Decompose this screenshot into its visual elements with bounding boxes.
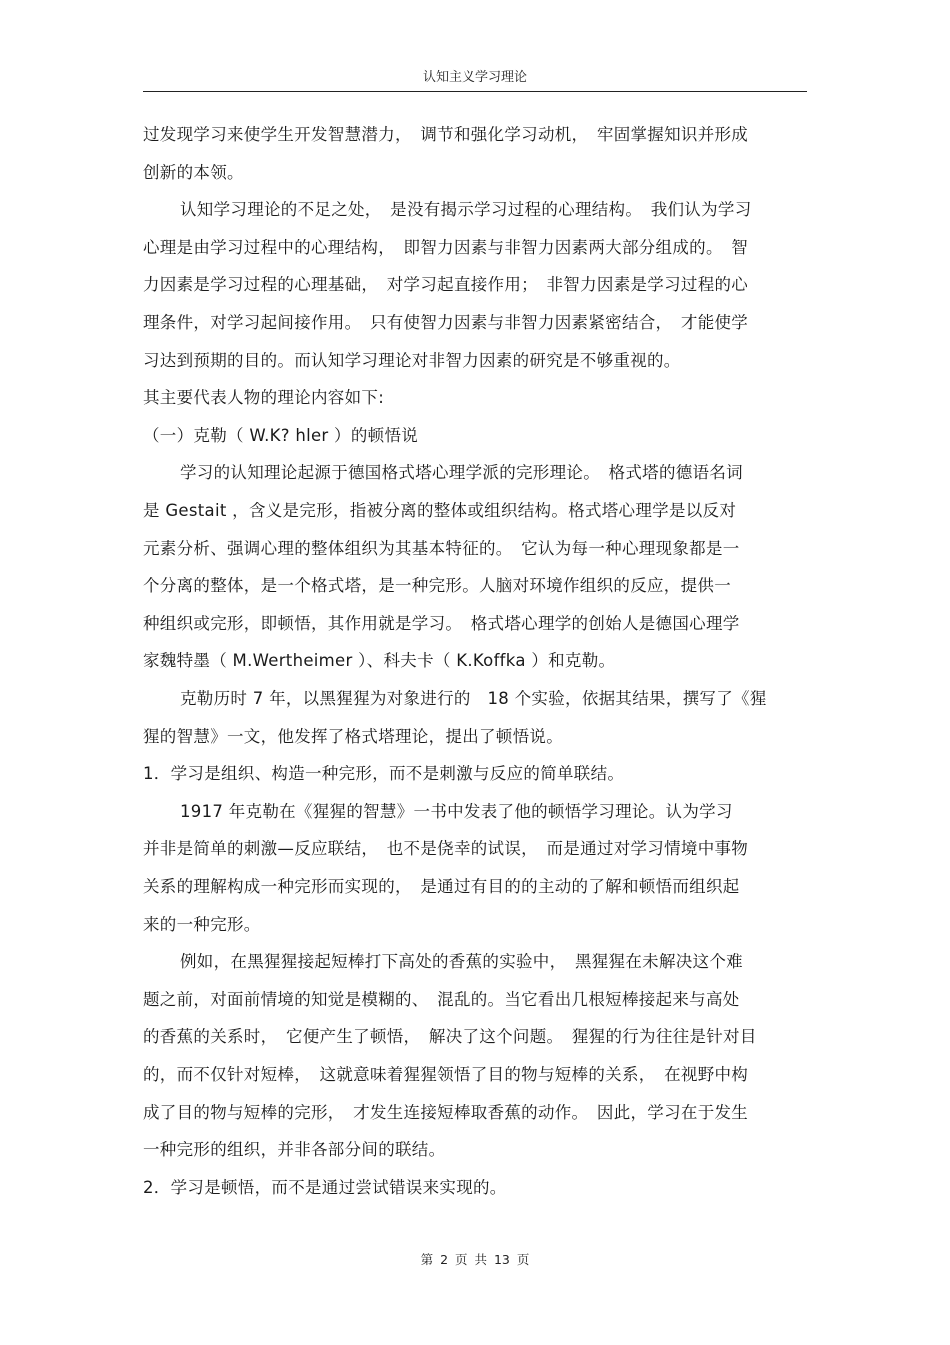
text-line: （一）克勒（ W.K? hler ）的顿悟说 (143, 426, 419, 445)
page-header: 认知主义学习理论 (422, 70, 527, 85)
text-line: 其主要代表人物的理论内容如下: (143, 388, 385, 407)
text-line: 过发现学习来使学生开发智慧潜力， 调节和强化学习动机， 牢固掌握知识并形成 (143, 125, 749, 144)
text-line: 克勒历时 7 年，以黑猩猩为对象进行的 18 个实验，依据其结果，撰写了《猩 (180, 689, 767, 708)
text-line: 的，而不仅针对短棒， 这就意味着猩猩领悟了目的物与短棒的关系， 在视野中构 (143, 1065, 749, 1084)
text-line: 题之前，对面前情境的知觉是模糊的、 混乱的。当它看出几根短棒接起来与高处 (143, 990, 740, 1009)
text-line: 的香蕉的关系时， 它便产生了顿悟， 解决了这个问题。 猩猩的行为往往是针对目 (143, 1027, 757, 1046)
text-line: 种组织或完形，即顿悟，其作用就是学习。 格式塔心理学的创始人是德国心理学 (143, 614, 740, 633)
page-footer: 第 2 页 共 13 页 (420, 1252, 530, 1267)
text-line: 家魏特墨（ M.Wertheimer ）、科夫卡（ K.Koffka ）和克勒。 (143, 651, 616, 670)
text-line: 1917 年克勒在《猩猩的智慧》一书中发表了他的顿悟学习理论。认为学习 (180, 802, 733, 821)
text-line: 例如，在黑猩猩接起短棒打下高处的香蕉的实验中， 黑猩猩在未解决这个难 (180, 952, 743, 971)
text-line: 来的一种完形。 (143, 915, 261, 934)
text-line: 是 Gestait ，含义是完形，指被分离的整体或组织结构。格式塔心理学是以反对 (143, 501, 737, 520)
text-line: 心理是由学习过程中的心理结构， 即智力因素与非智力因素两大部分组成的。 智 (143, 238, 749, 257)
text-line: 一种完形的组织，并非各部分间的联结。 (143, 1140, 446, 1159)
text-line: 理条件，对学习起间接作用。 只有使智力因素与非智力因素紧密结合， 才能使学 (143, 313, 749, 332)
text-line: 成了目的物与短棒的完形， 才发生连接短棒取香蕉的动作。 因此，学习在于发生 (143, 1103, 749, 1122)
text-line: 并非是简单的刺激—反应联结， 也不是侥幸的试误， 而是通过对学习情境中事物 (143, 839, 749, 858)
text-line: 习达到预期的目的。而认知学习理论对非智力因素的研究是不够重视的。 (143, 351, 681, 370)
text-line: 元素分析、强调心理的整体组织为其基本特征的。 它认为每一种心理现象都是一 (143, 539, 740, 558)
text-line: 2．学习是顿悟，而不是通过尝试错误来实现的。 (143, 1178, 507, 1197)
text-line: 个分离的整体，是一个格式塔，是一种完形。人脑对环境作组织的反应，提供一 (143, 576, 731, 595)
text-line: 认知学习理论的不足之处， 是没有揭示学习过程的心理结构。 我们认为学习 (180, 200, 752, 219)
text-line: 1．学习是组织、构造一种完形，而不是刺激与反应的简单联结。 (143, 764, 625, 783)
text-line: 猩的智慧》一文，他发挥了格式塔理论，提出了顿悟说。 (143, 727, 563, 746)
text-line: 创新的本领。 (143, 163, 244, 182)
text-line: 力因素是学习过程的心理基础， 对学习起直接作用； 非智力因素是学习过程的心 (143, 275, 749, 294)
text-line: 关系的理解构成一种完形而实现的， 是通过有目的的主动的了解和顿悟而组织起 (143, 877, 740, 896)
text-line: 学习的认知理论起源于德国格式塔心理学派的完形理论。 格式塔的德语名词 (180, 463, 743, 482)
